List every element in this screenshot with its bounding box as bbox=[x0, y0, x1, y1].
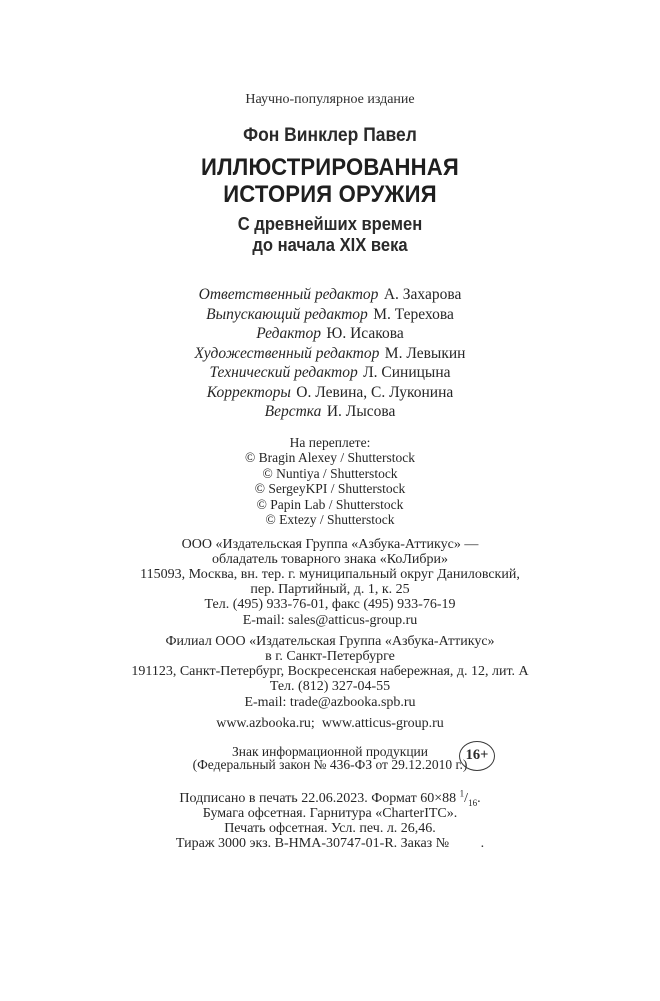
staff-name: А. Захарова bbox=[383, 286, 462, 303]
staff-row bbox=[0, 344, 660, 364]
imprint-line-3: Печать офсетная. Усл. печ. л. 26,46. bbox=[224, 820, 436, 836]
imprint-line-4: Тираж 3000 экз. В-НМА-30747-01-R. Заказ № . bbox=[175, 835, 485, 851]
publisher-email-line: E-mail: sales@atticus-group.ru bbox=[242, 612, 418, 628]
imprint-line-2: Бумага офсетная. Гарнитура «CharterITC». bbox=[202, 805, 458, 821]
staff-row bbox=[0, 402, 660, 422]
websites-line: www.azbooka.ru; www.atticus-group.ru bbox=[216, 715, 444, 731]
staff-row bbox=[0, 363, 660, 383]
staff-role: Выпускающий редактор bbox=[206, 305, 368, 323]
staff-role: Технический редактор bbox=[209, 364, 358, 381]
staff-role: Ответственный редактор bbox=[198, 286, 379, 303]
format-fraction-numerator: 1 bbox=[459, 788, 465, 799]
imprint-line-1 bbox=[0, 788, 660, 808]
branch-line: 191123, Санкт-Петербург, Воскресенская набережная, д. 12, лит. А bbox=[131, 664, 529, 680]
staff-list bbox=[0, 285, 660, 422]
staff-name: М. Левыкин bbox=[384, 344, 466, 362]
publisher-line: обладатель товарного знака «КоЛибри» bbox=[212, 551, 448, 567]
format-fraction-denominator: 16 bbox=[468, 797, 478, 808]
book-title bbox=[26, 154, 633, 208]
book-subtitle-line-1: С древнейших времен bbox=[237, 214, 423, 234]
staff-role: Корректоры bbox=[206, 383, 291, 401]
staff-name: Л. Синицына bbox=[363, 364, 451, 381]
age-rating-badge: 16+ bbox=[459, 741, 495, 771]
publisher-branch-block bbox=[0, 634, 660, 710]
staff-name: О. Левина, С. Луконина bbox=[296, 383, 454, 401]
book-subtitle bbox=[26, 214, 633, 256]
cover-credits-heading: На переплете: bbox=[289, 434, 371, 450]
staff-name: М. Терехова bbox=[373, 305, 454, 323]
format-fraction-slash: / bbox=[464, 790, 469, 806]
book-title-line-2: ИСТОРИЯ ОРУЖИЯ bbox=[223, 181, 437, 208]
publisher-line: 115093, Москва, вн. тер. г. муниципальный округ Даниловский, bbox=[140, 566, 520, 582]
book-title-line-1: ИЛЛЮСТРИРОВАННАЯ bbox=[201, 154, 459, 181]
branch-line: Филиал ООО «Издательская Группа «Азбука-Аттикус» bbox=[165, 633, 495, 649]
staff-row bbox=[0, 285, 660, 305]
info-product-sign bbox=[0, 745, 660, 772]
branch-line: в г. Санкт-Петербурге bbox=[265, 648, 395, 664]
imprint-block bbox=[0, 788, 660, 851]
credit-line: © Bragin Alexey / Shutterstock bbox=[245, 450, 415, 465]
branch-phone-line: Тел. (812) 327-04-55 bbox=[269, 679, 391, 695]
book-subtitle-line-2: до начала XIX века bbox=[252, 235, 408, 255]
credit-line: © Papin Lab / Shutterstock bbox=[256, 496, 404, 512]
staff-row bbox=[0, 324, 660, 344]
author-name: Фон Винклер Павел bbox=[243, 125, 417, 146]
staff-role: Художественный редактор bbox=[194, 344, 380, 362]
publisher-main-block bbox=[0, 537, 660, 628]
imprint-line-1-end: . bbox=[477, 790, 481, 806]
imprint-format-text: Подписано в печать 22.06.2023. Формат 60×88 bbox=[179, 790, 460, 806]
staff-row bbox=[0, 383, 660, 403]
publisher-line: пер. Партийный, д. 1, к. 25 bbox=[250, 582, 410, 598]
staff-row bbox=[0, 305, 660, 325]
publisher-line: ООО «Издательская Группа «Азбука-Аттикус» — bbox=[181, 536, 479, 552]
info-sign-line-1: Знак информационной продукции bbox=[231, 743, 429, 759]
staff-role: Редактор bbox=[256, 325, 321, 342]
credit-line: © Extezy / Shutterstock bbox=[265, 512, 395, 527]
cover-credits bbox=[0, 435, 660, 528]
staff-role: Верстка bbox=[264, 403, 322, 420]
credit-line: © SergeyKPI / Shutterstock bbox=[254, 481, 406, 496]
info-sign-line-2: (Федеральный закон № 436-ФЗ от 29.12.2010 г.) bbox=[192, 757, 468, 773]
staff-name: Ю. Исакова bbox=[326, 325, 404, 342]
branch-email-line: E-mail: trade@azbooka.spb.ru bbox=[244, 694, 416, 710]
staff-name: И. Лысова bbox=[326, 403, 396, 420]
edition-type: Научно-популярное издание bbox=[245, 92, 415, 107]
credit-line: © Nuntiya / Shutterstock bbox=[262, 465, 398, 481]
publisher-phone-line: Тел. (495) 933-76-01, факс (495) 933-76-19 bbox=[204, 597, 456, 613]
